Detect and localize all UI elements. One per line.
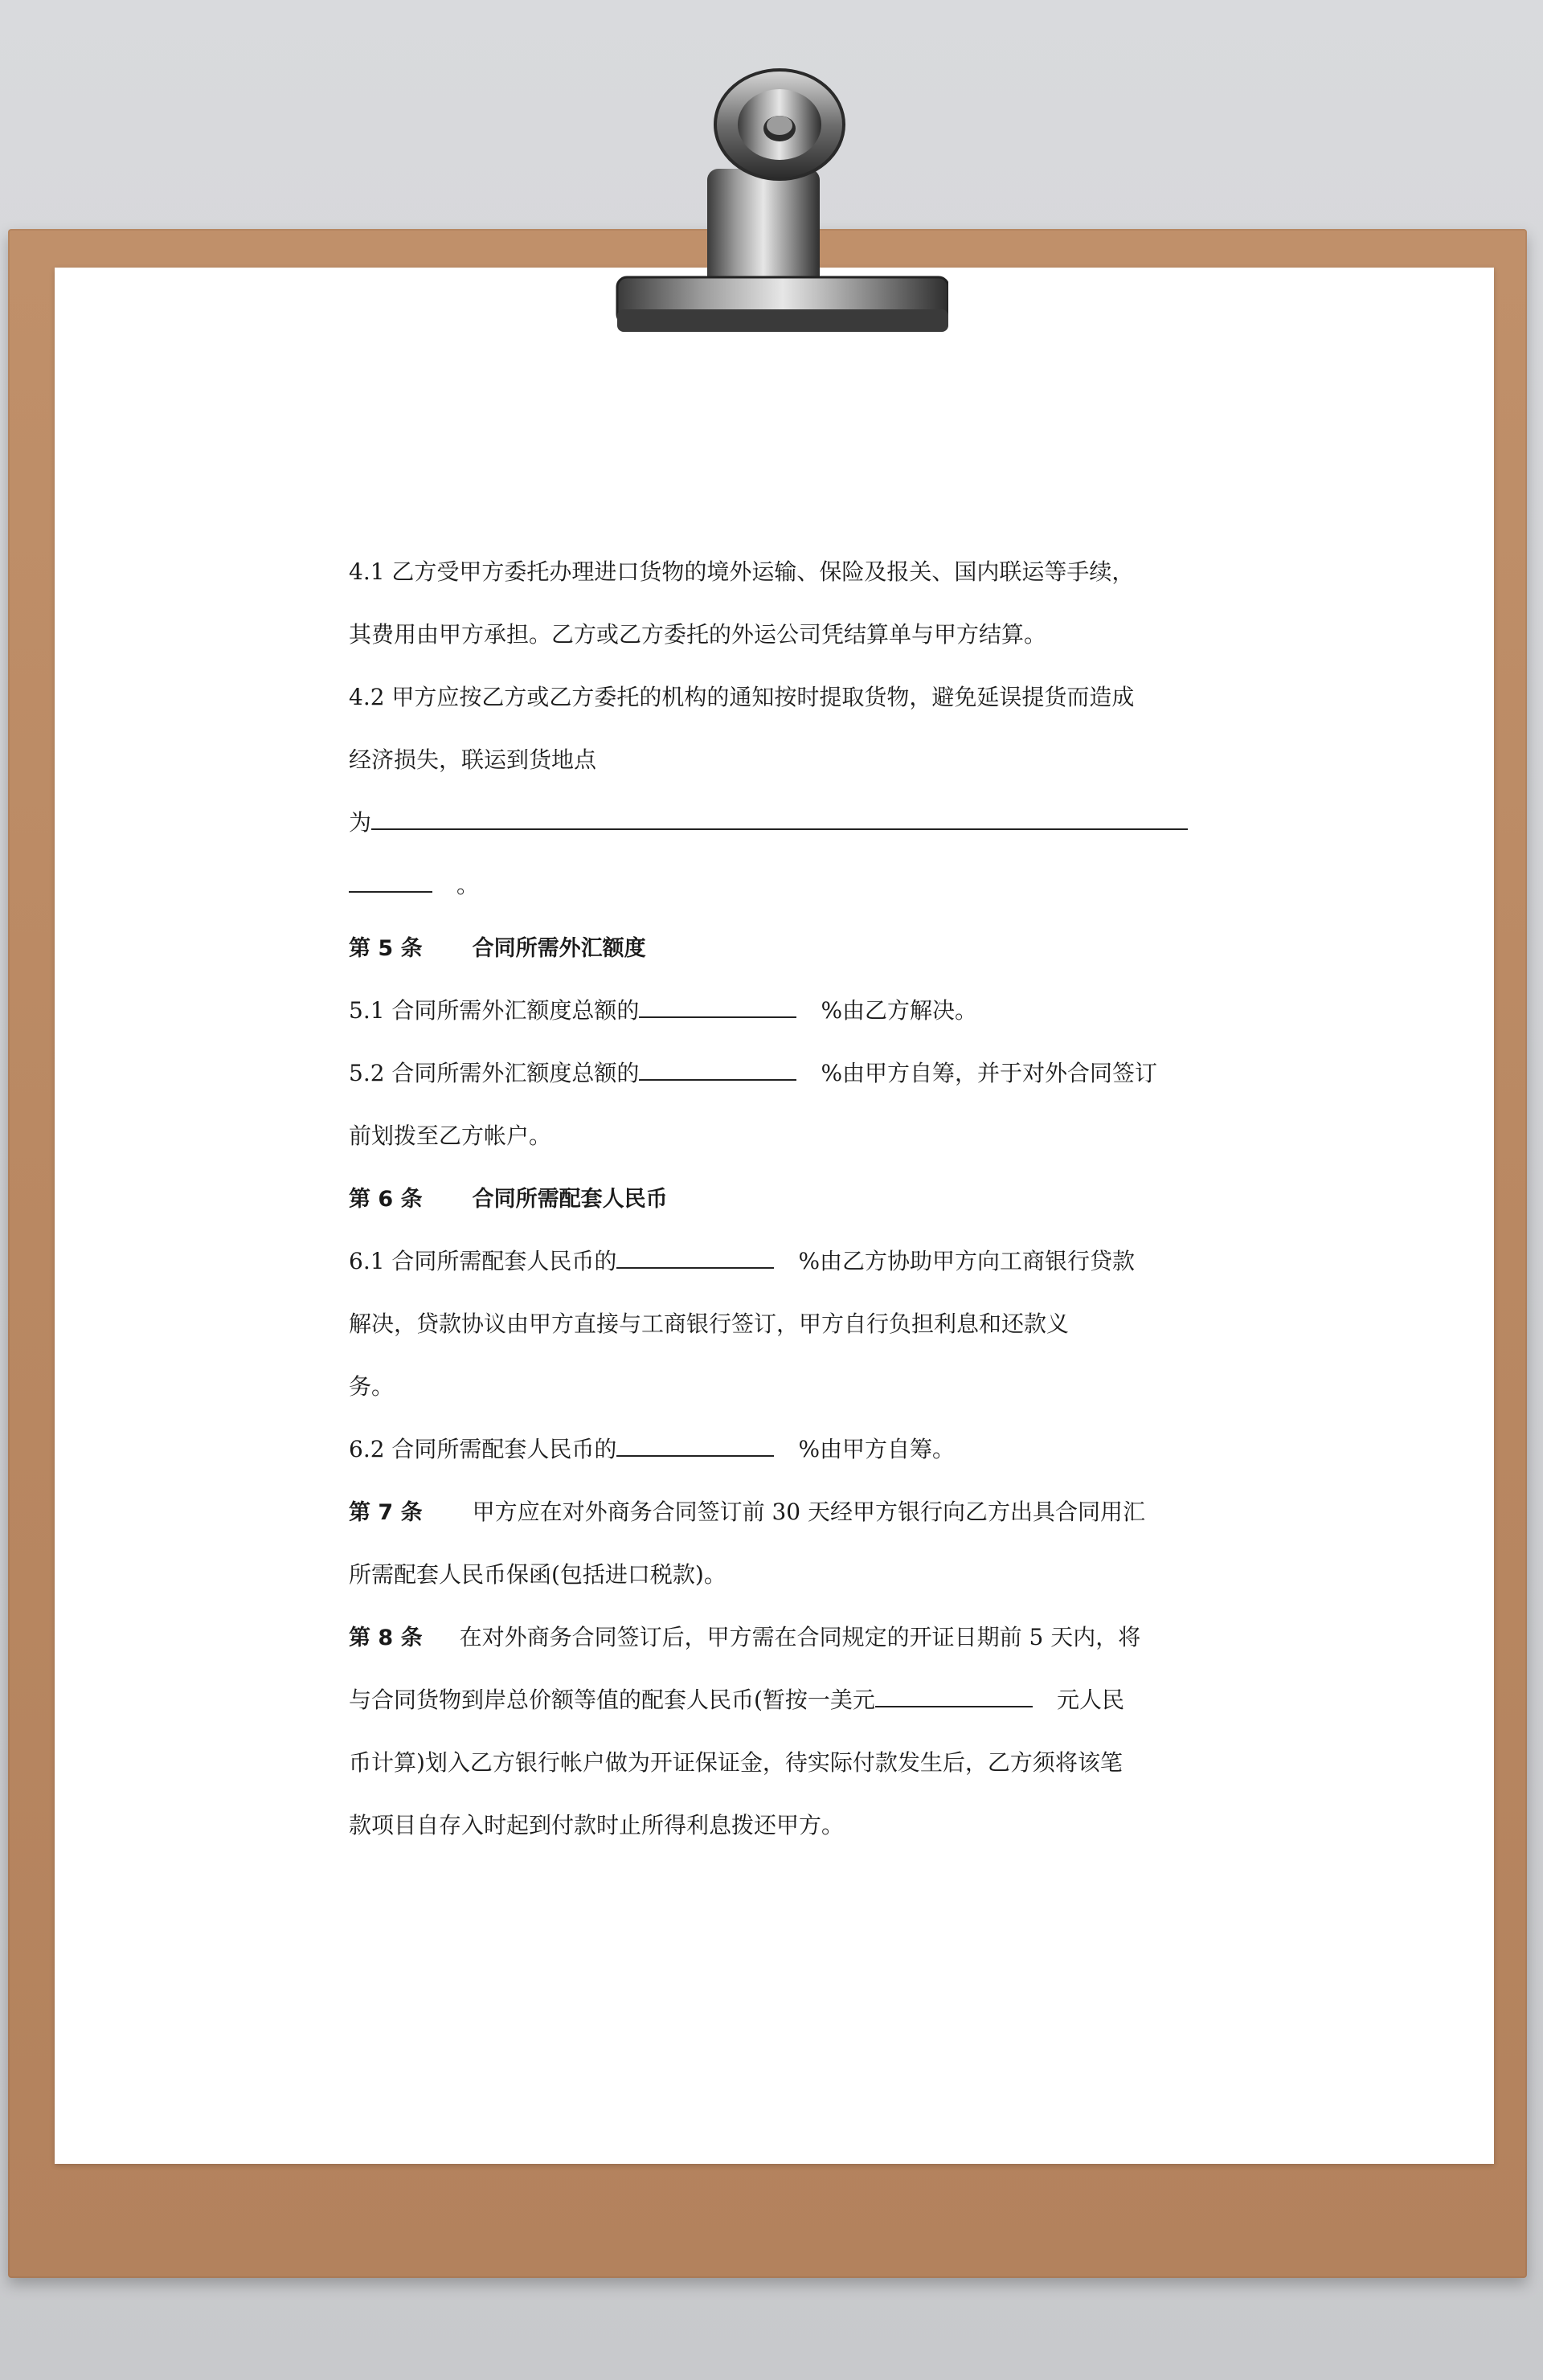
article-5-title: 合同所需外汇额度 (472, 936, 646, 961)
exchange-rate-blank (875, 1687, 1033, 1707)
clause-6-2-text: 6.2 合同所需配套人民币的 (349, 1436, 617, 1462)
article-8-line2-text: 与合同货物到岸总价额等值的配套人民币(暂按一美元 (349, 1687, 875, 1713)
clause-6-1-line2: 解决，贷款协议由甲方直接与工商银行签订，甲方自行负担利息和还款义 (349, 1311, 1070, 1337)
article-6-title: 合同所需配套人民币 (472, 1187, 668, 1212)
percentage-blank (616, 1248, 774, 1269)
clause-5-2-text: 5.2 合同所需外汇额度总额的 (349, 1060, 640, 1086)
clause-5-1-end: %由乙方解决。 (821, 997, 978, 1024)
percentage-blank (639, 1060, 796, 1081)
clause-5-2-line2: 前划拨至乙方帐户。 (349, 1123, 552, 1149)
destination-prefix: 为 (349, 809, 372, 836)
article-6-number: 第 6 条 (349, 1187, 423, 1212)
destination-suffix: 。 (456, 872, 480, 898)
clause-5-1 (349, 993, 977, 1025)
article-8-line3: 币计算)划入乙方银行帐户做为开证保证金，待实际付款发生后，乙方须将该笔 (349, 1749, 1123, 1776)
article-8-number: 第 8 条 (349, 1626, 423, 1650)
percentage-blank (616, 1436, 774, 1457)
article-7-line2: 所需配套人民币保函(包括进口税款)。 (349, 1561, 726, 1588)
article-8-text: 在对外商务合同签订后，甲方需在合同规定的开证日期前 5 天内，将 (459, 1624, 1141, 1650)
clause-6-1-line3: 务。 (349, 1373, 395, 1400)
binder-clip-icon (579, 48, 948, 354)
paper-sheet (55, 268, 1494, 2164)
article-8-line2 (349, 1683, 1124, 1715)
article-6-heading (349, 1181, 668, 1212)
clause-6-1-end: %由乙方协助甲方向工商银行贷款 (798, 1248, 1136, 1274)
destination-blank (371, 809, 1188, 830)
article-5-number: 第 5 条 (349, 936, 423, 961)
clause-5-2 (349, 1056, 1157, 1088)
clause-5-2-end: %由甲方自筹，并于对外合同签订 (821, 1060, 1158, 1086)
article-7-number: 第 7 条 (349, 1500, 423, 1525)
article-7-text: 甲方应在对外商务合同签订前 30 天经甲方银行向乙方出具合同用汇 (472, 1499, 1146, 1525)
article-8-line2-end: 元人民 (1056, 1687, 1124, 1713)
clause-4-2-line3 (349, 805, 1188, 837)
clause-6-2 (349, 1432, 955, 1464)
clause-6-1 (349, 1244, 1135, 1276)
article-8-line4: 款项目自存入时起到付款时止所得利息拨还甲方。 (349, 1812, 845, 1838)
percentage-blank (639, 997, 796, 1018)
clause-6-2-end: %由甲方自筹。 (798, 1436, 956, 1462)
article-7 (349, 1495, 1145, 1527)
clause-6-1-text: 6.1 合同所需配套人民币的 (349, 1248, 617, 1274)
destination-blank-cont (349, 872, 432, 893)
clause-4-1-line2: 其费用由甲方承担。乙方或乙方委托的外运公司凭结算单与甲方结算。 (349, 621, 1047, 648)
clause-4-2-line4 (349, 868, 479, 900)
article-5-heading (349, 930, 646, 962)
article-8 (349, 1620, 1140, 1652)
clause-4-2-line2: 经济损失，联运到货地点 (349, 746, 597, 773)
clause-4-2-line1: 4.2 甲方应按乙方或乙方委托的机构的通知按时提取货物，避免延误提货而造成 (349, 684, 1135, 710)
clause-4-1-line1: 4.1 乙方受甲方委托办理进口货物的境外运输、保险及报关、国内联运等手续， (349, 558, 1135, 585)
clause-5-1-text: 5.1 合同所需外汇额度总额的 (349, 997, 640, 1024)
